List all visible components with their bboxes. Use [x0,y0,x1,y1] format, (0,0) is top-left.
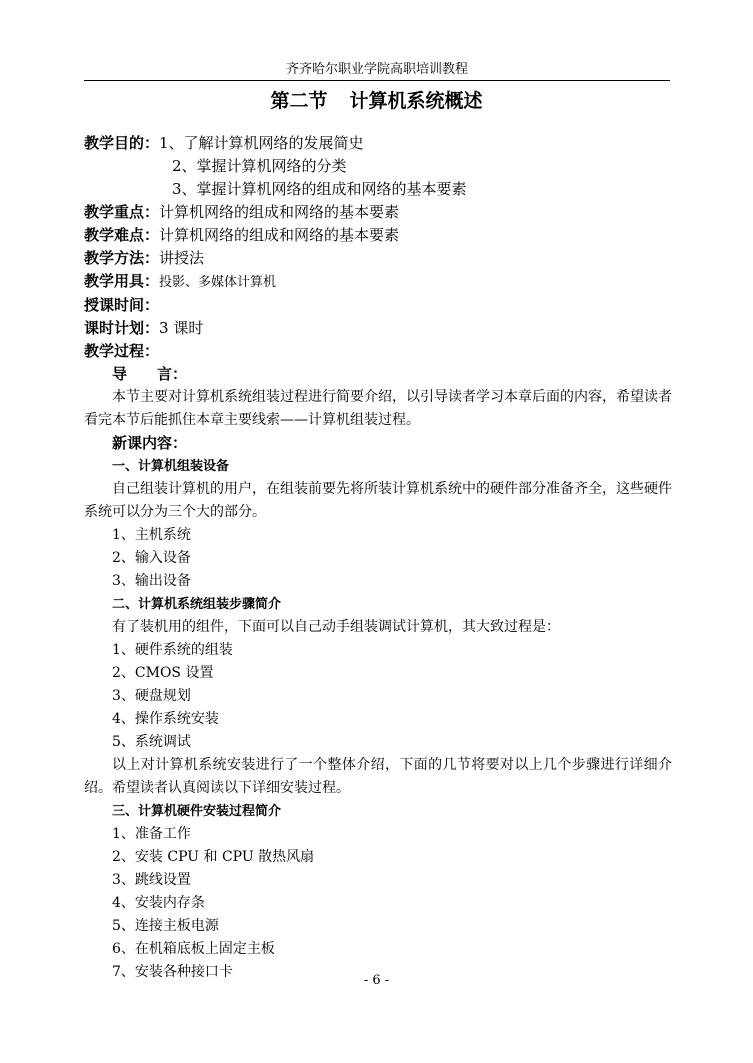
method-value: 讲授法 [159,249,205,267]
section-heading: 一、计算机组装设备 [112,459,230,474]
list-item: 6、在机箱底板上固定主板 [112,941,275,957]
method-label: 教学方法： [84,249,160,267]
new-content-heading: 新课内容： [112,434,188,452]
section-heading: 二、计算机系统组装步骤简介 [112,597,282,612]
list-item: 3、输出设备 [112,573,191,589]
process-row [84,340,672,363]
time-row [84,294,672,317]
time-label: 授课时间： [84,296,160,314]
list-item: 2、安装 CPU 和 CPU 散热风扇 [112,849,315,865]
goal-item: 1、了解计算机网络的发展简史 [159,134,364,152]
list-item: 7、安装各种接口卡 [112,964,233,980]
focus-value: 计算机网络的组成和网络的基本要素 [159,203,400,221]
list-item: 1、准备工作 [112,826,191,842]
difficulty-value: 计算机网络的组成和网络的基本要素 [159,226,400,244]
list-item: 2、输入设备 [112,550,191,566]
intro-heading [84,363,672,386]
process-label: 教学过程： [84,342,160,360]
intro-label-a: 导 [112,365,128,383]
tools-value: 投影、多媒体计算机 [159,275,277,290]
tools-row [84,270,672,294]
difficulty-label: 教学难点： [84,226,160,244]
intro-label-b: 言： [157,365,188,383]
intro-paragraph: 本节主要对计算机系统组装过程进行简要介绍，以引导读者学习本章后面的内容，希望读者看完本节后能抓住本章主要线索——计算机组装过程。 [84,389,672,428]
list-item: 5、系统调试 [112,734,191,750]
list-item: 1、主机系统 [112,527,191,543]
plan-value: 3 课时 [159,319,204,337]
page-title [0,88,753,114]
list-item: 4、安装内存条 [112,895,205,911]
list-item: 2、CMOS 设置 [112,665,214,681]
focus-row [84,201,672,224]
list-item: 4、操作系统安装 [112,711,219,727]
section-paragraph: 以上对计算机系统安装进行了一个整体介绍，下面的几节将要对以上几个步骤进行详细介绍。希望读者认真阅读以下详细安装过程。 [84,757,672,796]
section-paragraph: 自己组装计算机的用户，在组装前要先将所装计算机系统中的硬件部分准备齐全，这些硬件系统可以分为三个大的部分。 [84,481,672,520]
page-number: - 6 - [363,973,390,988]
method-row [84,247,672,270]
list-item: 1、硬件系统的组装 [112,642,233,658]
goal-item: 2、掌握计算机网络的分类 [172,157,347,175]
section-name: 计算机系统概述 [349,90,483,112]
list-item: 3、跳线设置 [112,872,191,888]
goal-label: 教学目的： [84,134,160,152]
document-body [84,132,672,984]
goal-row-1 [84,132,672,155]
plan-row [84,317,672,340]
list-item: 5、连接主板电源 [112,918,219,934]
section-paragraph: 有了装机用的组件，下面可以自己动手组装调试计算机，其大致过程是： [112,619,560,635]
plan-label: 课时计划： [84,319,160,337]
focus-label: 教学重点： [84,203,160,221]
section-number: 第二节 [270,90,328,112]
section-heading: 三、计算机硬件安装过程简介 [112,804,282,819]
tools-label: 教学用具： [84,272,160,290]
difficulty-row [84,224,672,247]
list-item: 3、硬盘规划 [112,688,191,704]
goal-item: 3、掌握计算机网络的组成和网络的基本要素 [172,180,467,198]
running-header: 齐齐哈尔职业学院高职培训教程 [84,60,670,81]
